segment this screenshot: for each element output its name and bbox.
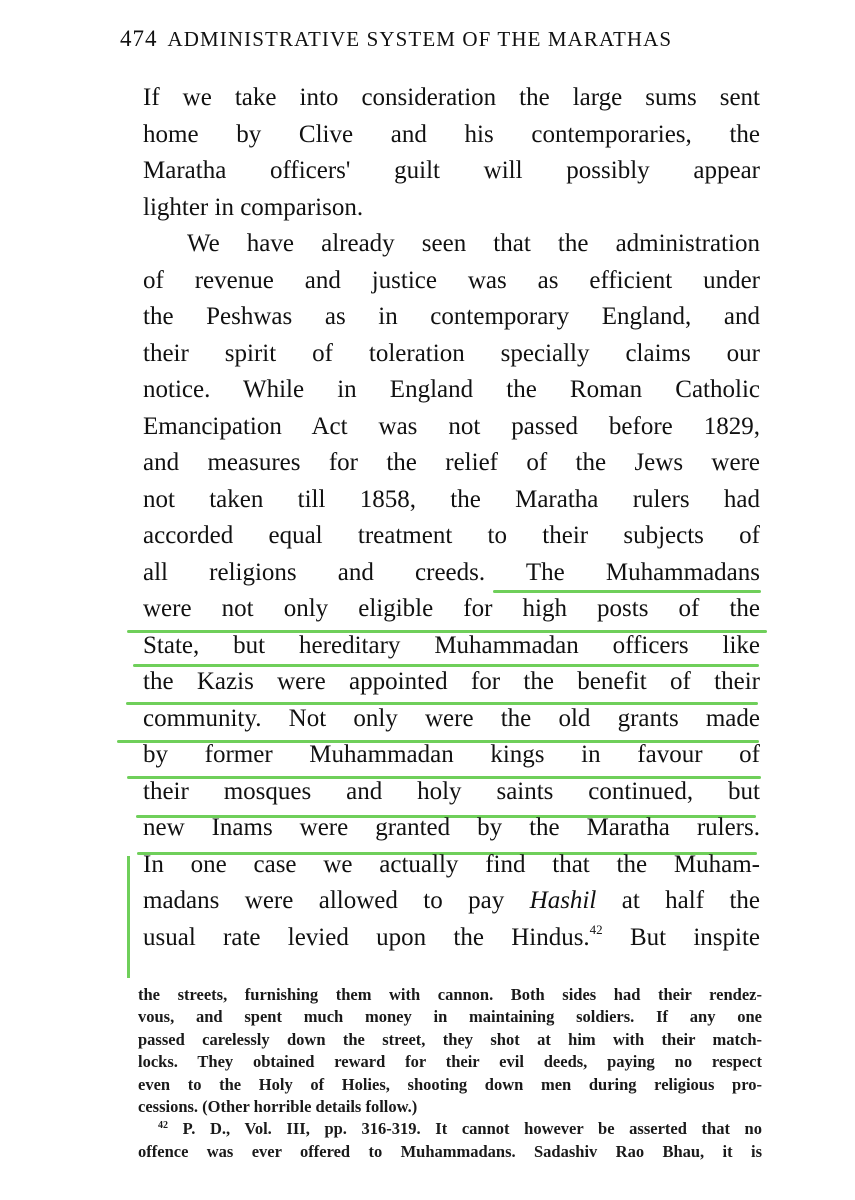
- footnote-line: [138, 1118, 762, 1140]
- footnotes: [138, 984, 762, 1163]
- running-head: [120, 26, 780, 52]
- text-line: home by Clive and his contemporaries, the: [143, 120, 760, 148]
- text-line: not taken till 1858, the Maratha rulers had: [143, 485, 760, 513]
- text-line: their spirit of toleration specially claims our: [143, 339, 760, 367]
- text-line: We have already seen that the administration: [187, 230, 760, 257]
- footnote-marker: 42: [158, 1120, 168, 1132]
- text-line: and measures for the relief of the Jews were: [143, 449, 760, 476]
- main-text: [143, 80, 760, 956]
- text-line: community. Not only were the old grants made: [143, 704, 760, 732]
- text-line: the Kazis were appointed for the benefit of their: [143, 668, 760, 695]
- footnote-line: the streets, furnishing them with cannon. Both sides had their rendez-: [138, 985, 762, 1004]
- footnote-line: even to the Holy of Holies, shooting down men during religious pro-: [138, 1074, 762, 1094]
- text-line: Emancipation Act was not passed before 1829,: [143, 412, 760, 440]
- margin-highlight-bar: [127, 856, 130, 978]
- text-line: notice. While in England the Roman Catholic: [143, 376, 760, 403]
- text-line: new Inams were granted by the Maratha rulers.: [143, 814, 760, 841]
- text-line: lighter in comparison.: [143, 193, 364, 221]
- footnote-line: locks. They obtained reward for their evil deeds, paying no respect: [138, 1052, 762, 1072]
- text-line: In one case we actually find that the Muham-: [143, 850, 760, 878]
- footnote-line: vous, and spent much money in maintaining soldiers. If any one: [138, 1007, 762, 1027]
- text-run: usual rate levied upon the Hindus.: [143, 923, 590, 951]
- text-run: But inspite: [602, 923, 760, 951]
- text-line: by former Muhammadan kings in favour of: [143, 741, 760, 768]
- text-line: [143, 920, 760, 957]
- text-line: accorded equal treatment to their subjects of: [143, 522, 760, 549]
- text-line: were not only eligible for high posts of the: [143, 595, 760, 622]
- text-line: their mosques and holy saints continued, but: [143, 777, 760, 805]
- text-run: P. D., Vol. III, pp. 316-319. It cannot however be asserted that no: [168, 1119, 762, 1139]
- text-run: madans were allowed to pay: [143, 887, 530, 914]
- text-line: Maratha officers' guilt will possibly appear: [143, 157, 760, 184]
- text-line: the Peshwas as in contemporary England, and: [143, 303, 760, 330]
- footnote-line: offence was ever offered to Muhammadans. Sadashiv Rao Bhau, it is: [138, 1141, 762, 1161]
- text-line: If we take into consideration the large sums sent: [143, 84, 760, 111]
- running-title: ADMINISTRATIVE SYSTEM OF THE MARATHAS: [167, 27, 673, 51]
- page-number: 474: [120, 26, 158, 51]
- text-line: of revenue and justice was as efficient under: [143, 266, 760, 294]
- italic-term: Hashil: [529, 887, 597, 914]
- footnote-line: passed carelessly down the street, they shot at him with their match-: [138, 1029, 762, 1049]
- footnote-reference: 42: [589, 921, 603, 937]
- text-line: all religions and creeds. The Muhammadans: [143, 558, 760, 586]
- text-line: State, but hereditary Muhammadan officers like: [143, 631, 760, 659]
- text-line: [143, 883, 760, 920]
- text-run: at half the: [596, 887, 760, 914]
- footnote-line: cessions. (Other horrible details follow.): [138, 1097, 418, 1117]
